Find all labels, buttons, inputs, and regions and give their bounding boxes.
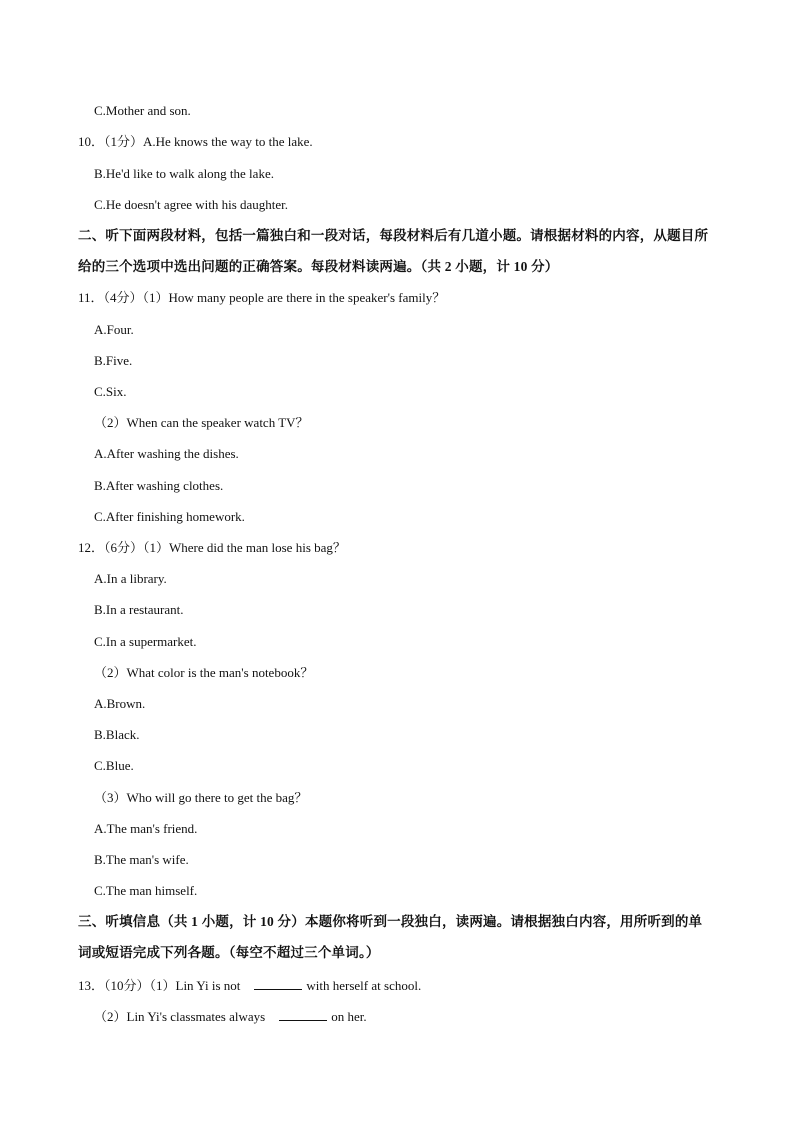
option-10c: C.He doesn't agree with his daughter.: [94, 197, 289, 212]
option-12-3a: A.The man's friend.: [94, 821, 198, 836]
question-13-1-suffix: with herself at school.: [306, 978, 422, 993]
answer-blank-13-2[interactable]: [279, 1008, 327, 1021]
option-11-2c: C.After finishing homework.: [94, 509, 245, 524]
option-12-1b: B.In a restaurant.: [94, 602, 184, 617]
option-12-2a: A.Brown.: [94, 696, 146, 711]
question-11-2: （2）When can the speaker watch TV？: [94, 415, 309, 430]
option-12-3b: B.The man's wife.: [94, 852, 189, 867]
question-12-2: （2）What color is the man's notebook？: [94, 665, 314, 680]
section-2-heading-line2: 给的三个选项中选出问题的正确答案。每段材料读两遍。（共 2 小题，计 10 分）: [78, 259, 559, 274]
answer-blank-13-1[interactable]: [254, 977, 302, 990]
section-2-heading-line1: 二、听下面两段材料，包括一篇独白和一段对话，每段材料后有几道小题。请根据材料的内容，从题目所: [78, 228, 709, 243]
question-13-1-prefix: 13．（10分）（1）Lin Yi is not: [78, 978, 241, 993]
question-13-2-suffix: on her.: [331, 1009, 367, 1024]
option-12-3c: C.The man himself.: [94, 883, 198, 898]
question-12-3: （3）Who will go there to get the bag？: [94, 790, 308, 805]
option-12-2b: B.Black.: [94, 727, 140, 742]
question-13-2-prefix: （2）Lin Yi's classmates always: [94, 1009, 266, 1024]
section-3-heading-line1: 三、听填信息（共 1 小题，计 10 分）本题你将听到一段独白，读两遍。请根据独白内容，用所听到的单: [78, 914, 703, 929]
option-9c: C.Mother and son.: [94, 103, 191, 118]
option-10b: B.He'd like to walk along the lake.: [94, 166, 274, 181]
question-13-2: [94, 1008, 367, 1025]
option-12-2c: C.Blue.: [94, 758, 134, 773]
option-11-1c: C.Six.: [94, 384, 127, 399]
option-12-1a: A.In a library.: [94, 571, 167, 586]
question-11: 11．（4分）（1）How many people are there in the speaker's family？: [78, 290, 446, 305]
option-11-1b: B.Five.: [94, 353, 133, 368]
option-11-2b: B.After washing clothes.: [94, 478, 224, 493]
question-10: 10．（1分）A.He knows the way to the lake.: [78, 134, 313, 149]
question-12: 12．（6分）（1）Where did the man lose his bag？: [78, 540, 346, 555]
option-12-1c: C.In a supermarket.: [94, 634, 197, 649]
option-11-2a: A.After washing the dishes.: [94, 446, 239, 461]
question-13: [78, 977, 421, 994]
option-11-1a: A.Four.: [94, 322, 134, 337]
section-3-heading-line2: 词或短语完成下列各题。（每空不超过三个单词。）: [78, 945, 380, 960]
